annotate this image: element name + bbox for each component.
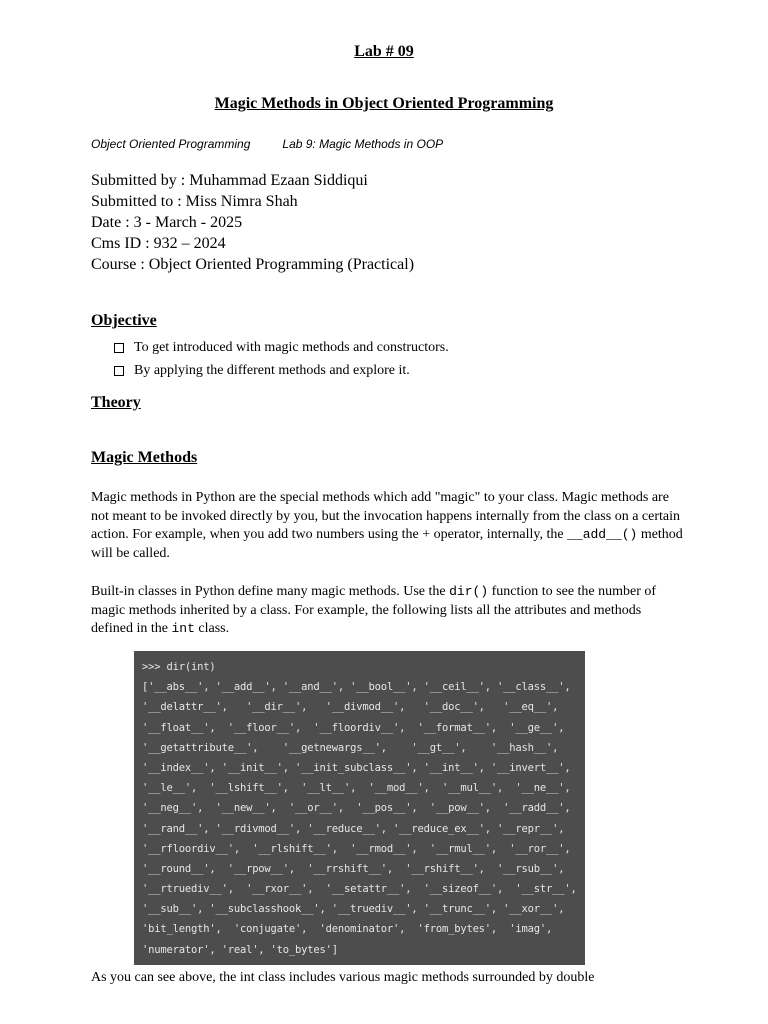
intro-text: Magic methods in Python are the special methods which add "magic" to your class. Magic methods are not meant to be invoked directly by you, but the invocation happens internally from the class on a certain action. For example, when you add two numbers using the + operator, internally, the (91, 490, 681, 542)
checkbox-icon (114, 366, 124, 376)
paragraph-intro (91, 489, 686, 563)
cms-id: Cms ID : 932 – 2024 (91, 235, 226, 252)
intro-text-end: method will be called. (91, 527, 683, 561)
code-line: '__le__', '__lshift__', '__lt__', '__mod__', '__mul__', '__ne__', (142, 782, 571, 795)
code-line: '__rtruediv__', '__rxor__', '__setattr__', '__sizeof__', '__str__', (142, 883, 577, 896)
course-header-line (91, 137, 443, 151)
paragraph-closing: As you can see above, the int class includes various magic methods surrounded by double (91, 970, 595, 985)
course-line: Course : Object Oriented Programming (Practical) (91, 256, 415, 273)
inline-code-dir: dir() (449, 584, 489, 599)
submission-details (91, 170, 414, 275)
code-line: '__getattribute__', '__getnewargs__', '__gt__', '__hash__', (142, 741, 559, 754)
magic-methods-heading: Magic Methods (91, 449, 198, 466)
code-line: 'numerator', 'real', 'to_bytes'] (142, 943, 338, 956)
code-line: '__float__', '__floor__', '__floordiv__', '__format__', '__ge__', (142, 721, 565, 734)
inline-code-int: int (171, 621, 195, 636)
code-line: '__round__', '__rpow__', '__rrshift__', '__rshift__', '__rsub__', (142, 862, 565, 875)
checkbox-icon (114, 343, 124, 353)
builtins-text-2: function to see the number of magic methods inherited by a class. For example, the following lists all the attributes and methods defined in the (91, 584, 657, 636)
submitted-by: Submitted by : Muhammad Ezaan Siddiqui (91, 172, 368, 189)
code-line: ['__abs__', '__add__', '__and__', '__bool__', '__ceil__', '__class__', (142, 681, 571, 694)
builtins-text-3: class. (194, 621, 230, 636)
course-name: Object Oriented Programming (91, 137, 251, 151)
builtins-text-1: Built-in classes in Python define many magic methods. Use the (91, 584, 450, 599)
objective-item-text: By applying the different methods and explore it. (134, 363, 410, 378)
submitted-to: Submitted to : Miss Nimra Shah (91, 193, 298, 210)
code-line: '__rfloordiv__', '__rlshift__', '__rmod__', '__rmul__', '__ror__', (142, 842, 571, 855)
inline-code-add: __add__() (567, 527, 638, 542)
document-title: Magic Methods in Object Oriented Programming (214, 95, 554, 112)
code-line: '__rand__', '__rdivmod__', '__reduce__', '__reduce_ex__', '__repr__', (142, 822, 565, 835)
objective-item-text: To get introduced with magic methods and constructors. (134, 340, 449, 355)
code-line: '__sub__', '__subclasshook__', '__truediv__', '__trunc__', '__xor__', (142, 903, 565, 916)
lab-label: Lab 9: Magic Methods in OOP (282, 137, 444, 151)
code-line: 'bit_length', 'conjugate', 'denominator', 'from_bytes', 'imag', (142, 923, 553, 936)
code-line: >>> dir(int) (142, 661, 216, 673)
code-line: '__index__', '__init__', '__init_subclass__', '__int__', '__invert__', (142, 761, 571, 774)
code-line: '__neg__', '__new__', '__or__', '__pos__', '__pow__', '__radd__', (142, 802, 571, 815)
objective-item (114, 359, 449, 382)
objective-list (114, 336, 449, 382)
theory-heading: Theory (91, 394, 141, 411)
objective-heading: Objective (91, 312, 157, 329)
code-screenshot (134, 651, 585, 965)
paragraph-builtins (91, 583, 686, 639)
submission-date: Date : 3 - March - 2025 (91, 214, 243, 231)
code-line: '__delattr__', '__dir__', '__divmod__', '__doc__', '__eq__', (142, 701, 559, 714)
lab-number-title: Lab # 09 (354, 43, 414, 60)
objective-item (114, 336, 449, 359)
